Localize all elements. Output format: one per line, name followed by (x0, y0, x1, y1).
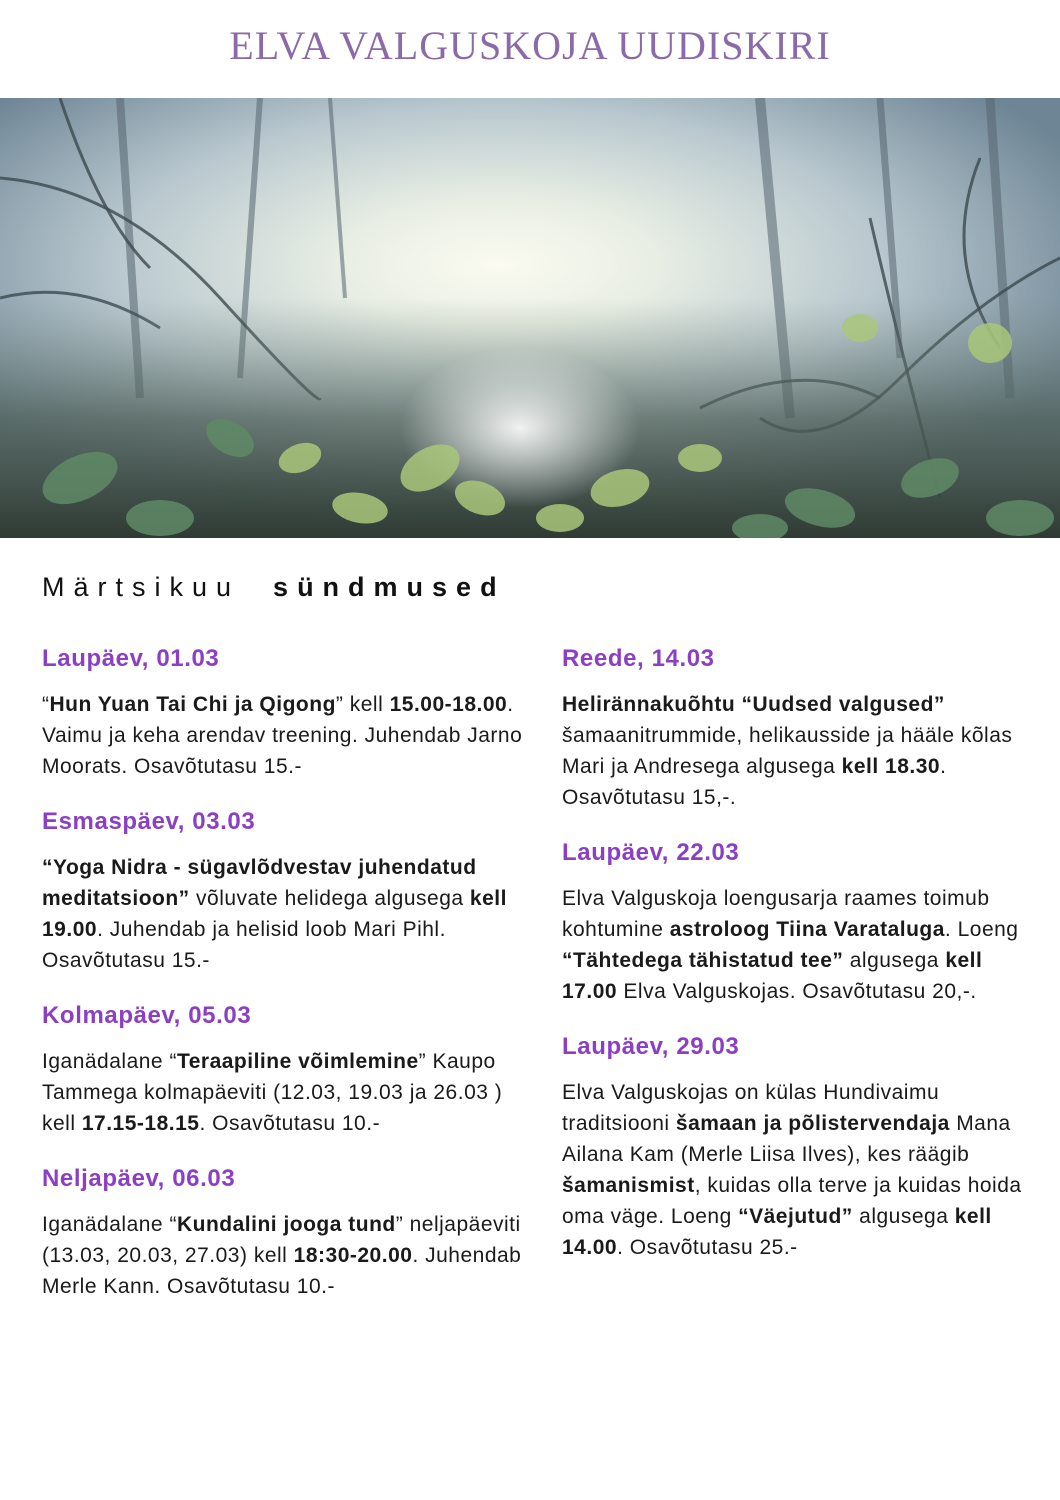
event-text-bold: Helirännakuõhtu “Uudsed valgused” (562, 693, 945, 716)
event-text-bold: Hun Yuan Tai Chi ja Qigong (49, 693, 336, 716)
event-text: Iganädalane “ (42, 1213, 177, 1236)
section-heading-bold: sündmused (273, 572, 506, 602)
event-text-bold: 17.15-18.15 (81, 1112, 200, 1135)
event-text: Elva Valguskojas on külas Hundivaimu traditsiooni (562, 1081, 940, 1135)
event-date: Neljapäev, 06.03 (42, 1165, 236, 1192)
event-text-bold: šamanismist (562, 1174, 695, 1197)
event-text-bold: Kundalini jooga tund (176, 1213, 396, 1236)
event-text-bold: kell 17.00 (562, 949, 983, 1003)
event-description (42, 1209, 532, 1302)
event-date: Laupäev, 01.03 (42, 645, 220, 672)
event-text: ” kell (335, 693, 390, 716)
event-item (42, 645, 532, 782)
event-text: “ (42, 693, 50, 716)
event-text: ” neljapäeviti (13.03, 20.03, 27.03) kell (42, 1213, 521, 1267)
event-text-bold: “Tähtedega tähistatud tee” (562, 949, 844, 972)
event-text: , kuidas olla terve ja kuidas hoida oma väge. Loeng (562, 1174, 1022, 1228)
event-date: Reede, 14.03 (562, 645, 715, 672)
event-text-bold: kell 19.00 (42, 887, 507, 941)
event-date: Esmaspäev, 03.03 (42, 808, 256, 835)
events-column-left (42, 645, 532, 1302)
event-text: . Loeng (944, 918, 1019, 941)
event-text-bold: 15.00-18.00 (389, 693, 508, 716)
event-text-bold: “Väejutud” (738, 1205, 853, 1228)
event-description (562, 689, 1022, 813)
event-text: Mana Ailana Kam (Merle Liisa Ilves), kes räägib (562, 1112, 1011, 1166)
hero-image-forest-sunlight (0, 98, 1060, 538)
event-item (42, 808, 532, 976)
event-text-bold: kell 14.00 (562, 1205, 992, 1259)
event-text-bold: “Yoga Nidra - sügavlõdvestav juhendatud meditatsioon” (42, 856, 477, 910)
event-item (562, 839, 1022, 1007)
event-description (42, 689, 532, 782)
event-text: võluvate helidega algusega (189, 887, 470, 910)
event-date: Laupäev, 22.03 (562, 839, 740, 866)
event-text: . Osavõtutasu 10.- (199, 1112, 381, 1135)
event-description (42, 1046, 532, 1139)
event-text: . Osavõtutasu 25.- (617, 1236, 798, 1259)
section-heading (42, 572, 506, 603)
event-description (562, 883, 1022, 1007)
event-text-bold: 18:30-20.00 (293, 1244, 413, 1267)
event-date: Kolmapäev, 05.03 (42, 1002, 252, 1029)
events-column-right (562, 645, 1022, 1263)
event-text-bold: kell 18.30 (841, 755, 941, 778)
event-text: Elva Valguskojas. Osavõtutasu 20,-. (617, 980, 977, 1003)
event-item (562, 645, 1022, 813)
event-text: šamaanitrummide, helikausside ja hääle kõlas Mari ja Andresega algusega (562, 724, 1013, 778)
event-item (42, 1002, 532, 1139)
event-text-bold: Teraapiline võimlemine (176, 1050, 419, 1073)
event-text: . Juhendab Merle Kann. Osavõtutasu 10.- (42, 1244, 522, 1298)
event-description (42, 852, 532, 976)
event-description (562, 1077, 1022, 1263)
event-text: Elva Valguskoja loengusarja raames toimub kohtumine (562, 887, 990, 941)
event-text: algusega (852, 1205, 955, 1228)
event-text-bold: astroloog Tiina Varataluga (669, 918, 945, 941)
event-text: Iganädalane “ (42, 1050, 177, 1073)
event-item (562, 1033, 1022, 1263)
event-text: ” Kaupo Tammega kolmapäeviti (12.03, 19.03 ja 26.03 ) kell (42, 1050, 503, 1135)
event-text: . Osavõtutasu 15,-. (562, 755, 947, 809)
event-text: . Juhendab ja helisid loob Mari Pihl. Osavõtutasu 15.- (42, 918, 446, 972)
event-text: algusega (843, 949, 946, 972)
event-date: Laupäev, 29.03 (562, 1033, 740, 1060)
event-text: . Vaimu ja keha arendav treening. Juhendab Jarno Moorats. Osavõtutasu 15.- (42, 693, 523, 778)
event-text-bold: šamaan ja põlistervendaja (675, 1112, 950, 1135)
event-item (42, 1165, 532, 1302)
newsletter-title: ELVA VALGUSKOJA UUDISKIRI (229, 23, 831, 68)
section-heading-light: Märtsikuu (42, 572, 241, 602)
